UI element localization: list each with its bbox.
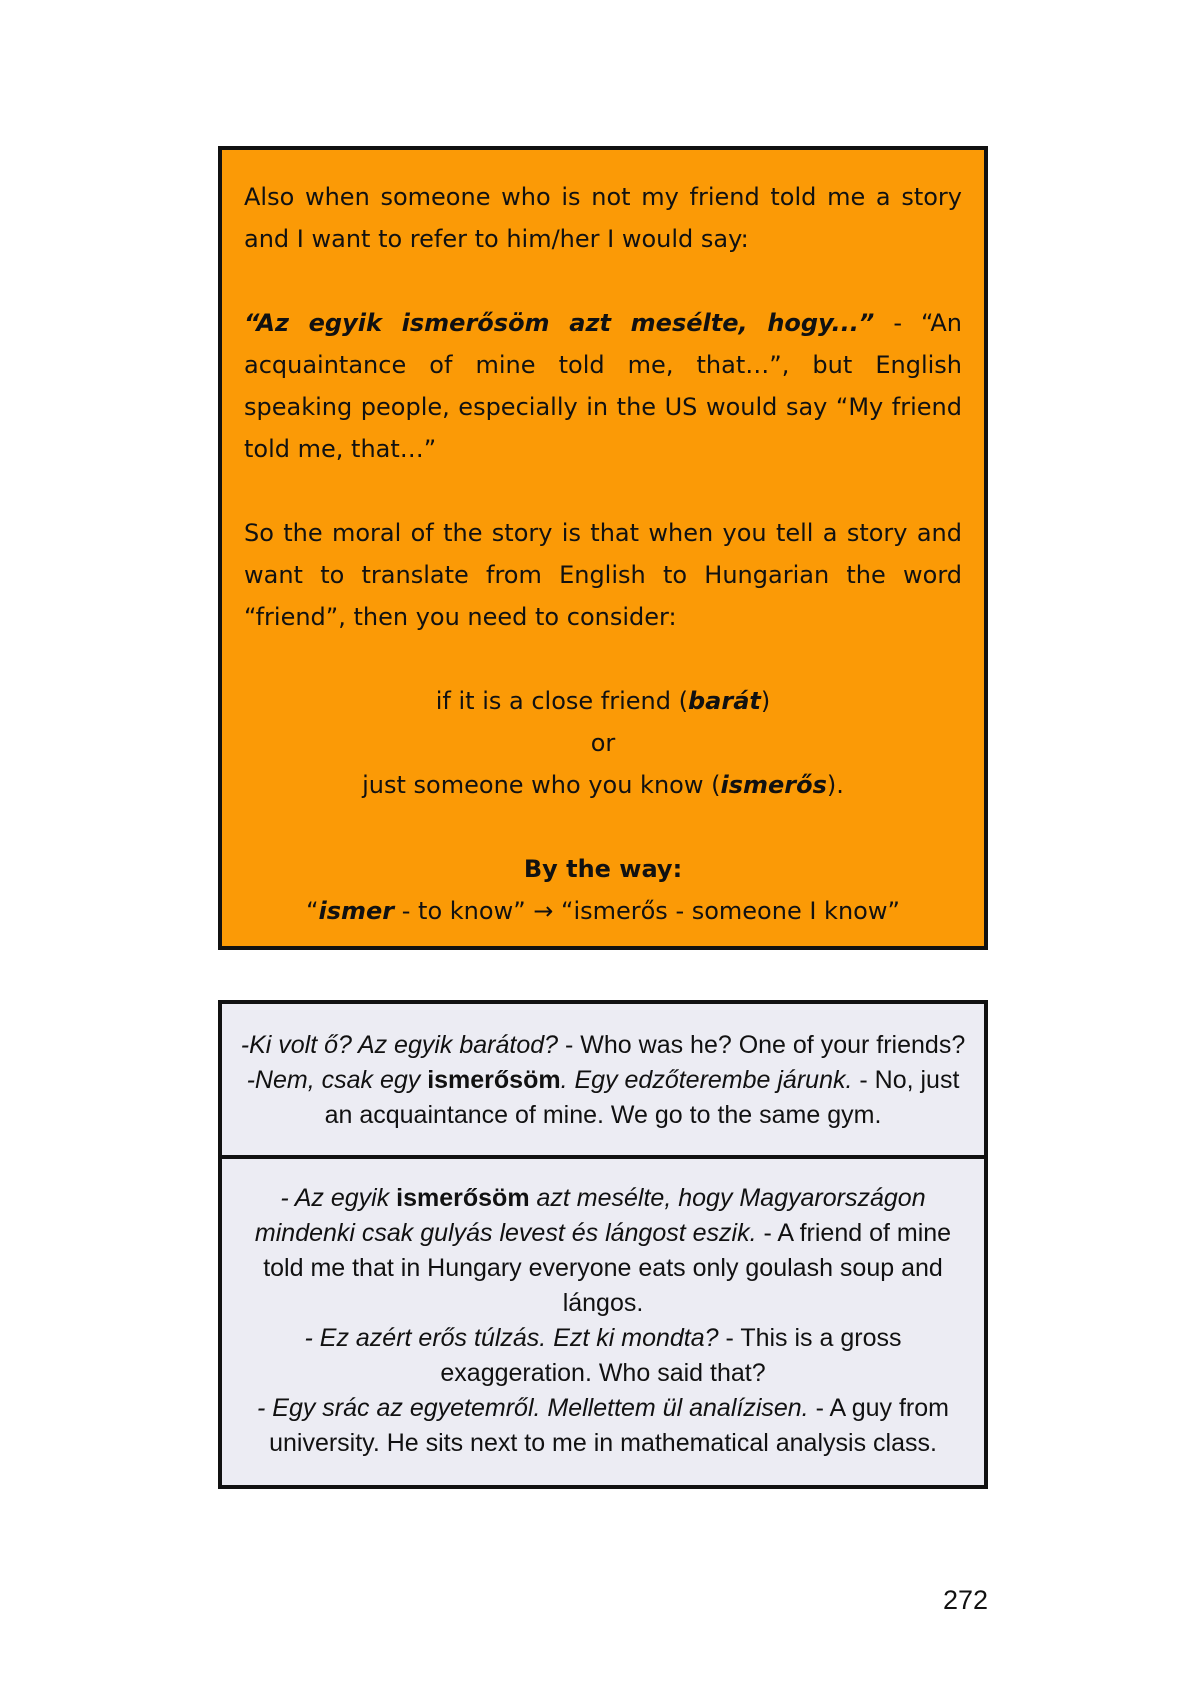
paragraph-intro: Also when someone who is not my friend told me a story and I want to refer to him/her I would say:	[244, 183, 962, 253]
paragraph-example	[244, 302, 962, 470]
english-explanation: - “An acquaintance of mine told me, that…”, but English speaking people, especially in the US would say “My friend told me, that…”	[244, 309, 962, 463]
option-or: or	[590, 729, 616, 757]
spacer	[244, 806, 962, 848]
by-the-way-heading: By the way:	[523, 855, 683, 883]
dialogue-line: - Egy srác az egyetemről. Mellettem ül analízisen. - A guy from university. He sits next to me in mathematical analysis class.	[257, 1394, 949, 1457]
spacer	[244, 638, 962, 680]
by-the-way-note: “ismer - to know” → “ismerős - someone I know”	[306, 897, 900, 925]
example-dialogue-1	[222, 1004, 984, 1155]
dialogue-line: -Nem, csak egy ismerősöm. Egy edzőterembe járunk. - No, just an acquaintance of mine. We go to the same gym.	[246, 1066, 960, 1129]
dialogue-line: - Ez azért erős túlzás. Ezt ki mondta? - This is a gross exaggeration. Who said that?	[304, 1324, 902, 1387]
keyword-ismer: ismer	[318, 897, 395, 925]
examples-box	[218, 1000, 988, 1489]
page-number: 272	[942, 1585, 988, 1615]
keyword-barat: barát	[687, 687, 761, 715]
paragraph-moral: So the moral of the story is that when you tell a story and want to translate from English to Hungarian the word “friend”, then you need to consider:	[244, 519, 962, 631]
option-acquaintance: just someone who you know (ismerős).	[362, 771, 844, 799]
dialogue-line: -Ki volt ő? Az egyik barátod? - Who was he? One of your friends?	[240, 1031, 966, 1059]
spacer	[244, 260, 962, 302]
hungarian-quote: “Az egyik ismerősöm azt mesélte, hogy...”	[244, 309, 875, 337]
option-close-friend: if it is a close friend (barát)	[435, 687, 771, 715]
keyword-ismeros: ismerős	[720, 771, 827, 799]
explanation-box	[218, 146, 988, 950]
spacer	[244, 470, 962, 512]
dialogue-line: - Az egyik ismerősöm azt mesélte, hogy Magyarországon mindenki csak gulyás levest és lángost eszik. - A friend of mine told me that in Hungary everyone eats only goulash soup and lángos.	[254, 1184, 952, 1317]
example-dialogue-2	[222, 1155, 984, 1485]
